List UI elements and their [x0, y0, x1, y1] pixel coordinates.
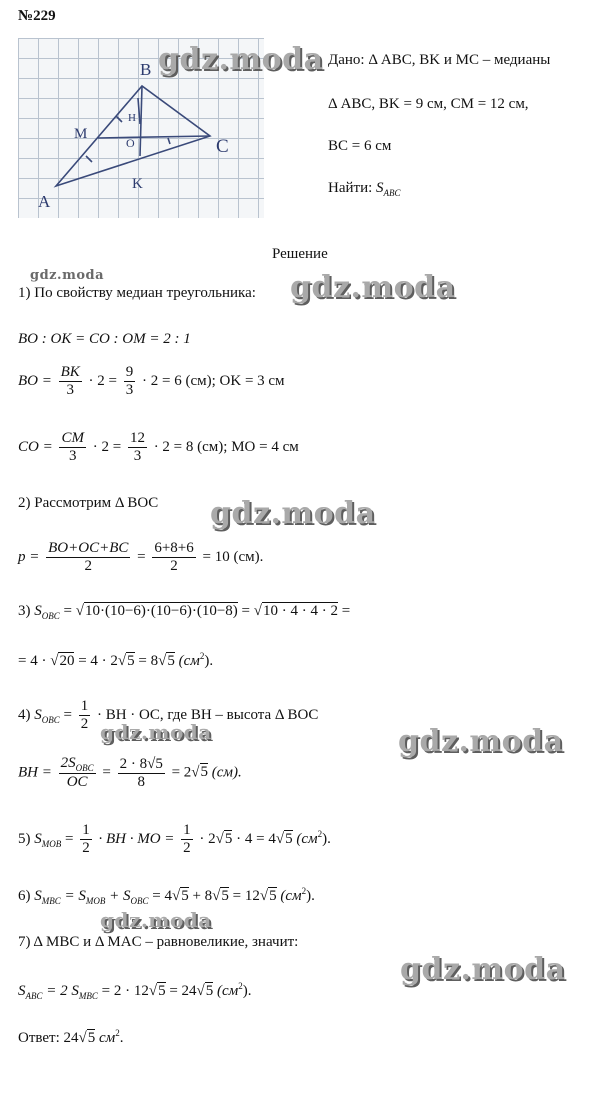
bh-num-2: 2 · 8√5 [119, 755, 163, 772]
find-line [328, 180, 401, 198]
step-3: 3) $S_{OBC} = √10\cdot(10-6)\cdot(10-6)\cdot(10-8) = √10 \cdot 4 \cdot 4 \cdot 2$ = [18, 603, 351, 621]
bh-den-1: OC [66, 774, 88, 790]
s3b-unit: (см [178, 653, 200, 669]
bh-num-1-text: 2S [60, 755, 76, 771]
s4-sub: OBC [41, 714, 60, 725]
s5-root-2: 5 [285, 830, 293, 847]
s6-plus: + S [109, 888, 131, 904]
s3-root-1: 10·(10−6)·(10−6)·(10−8) [84, 603, 238, 619]
co-den-2: 3 [133, 448, 142, 464]
sabc-rest-1: = 2 · 12 [101, 983, 149, 999]
step-5: 5) $S_{MOB}$ = $\frac{1}{2}$ · BH · MO = $\frac{1}{2}$ · 2√5 · 4 = 4√5 $(см^2)$. [18, 822, 331, 856]
s6-rest-2: + 8 [192, 888, 213, 904]
bo-lhs: BO = [18, 372, 52, 389]
s5-num-1: 1 [82, 822, 90, 838]
s3-end: = [341, 603, 351, 619]
p-line [18, 540, 263, 575]
s5-unit: (см [296, 830, 318, 847]
sabc-sub-2: MBC [78, 991, 98, 1001]
co-frac-1 [59, 430, 86, 465]
find-label: Найти: [328, 180, 373, 196]
watermark-1: gdz.moda [158, 42, 324, 77]
p-num-2: 6+8+6 [154, 540, 194, 556]
label-a: A [38, 192, 51, 211]
sabc-root-1: 5 [158, 983, 166, 999]
sabc-line: $S_{ABC} = 2$ $S_{MBC} = 2 \cdot 12√5 = 24√5$ $(см^2)$. [18, 981, 252, 1001]
answer-unit: см [99, 1030, 116, 1046]
s4-s: S [34, 706, 42, 723]
bh-frac-2 [118, 756, 165, 791]
s5-s: S [34, 830, 42, 847]
bo-num-2: 9 [125, 364, 134, 380]
label-h: H [128, 112, 136, 124]
s3b-mid-2: = 8 [138, 653, 159, 669]
sabc-unit: (см [217, 983, 239, 999]
bh-lhs: BH = [18, 764, 52, 781]
bh-num-1 [59, 755, 96, 774]
watermark-2: gdz.moda [290, 270, 456, 305]
s5-sub: MOB [41, 838, 62, 849]
bo-frac-1 [59, 364, 82, 399]
p-frac-1 [46, 540, 130, 575]
s6-root-2: 5 [221, 888, 229, 904]
find-sub: ABC [383, 188, 401, 198]
s5-sup: 2 [317, 828, 323, 839]
step-2: 2) Рассмотрим Δ BOC [18, 495, 159, 511]
find-s: S [376, 180, 384, 196]
label-m: M [74, 126, 88, 142]
sabc-eq: = 2 S [46, 983, 79, 999]
sabc-close: ). [242, 983, 252, 999]
watermark-3: gdz.moda [210, 496, 376, 531]
s3b-root-3: 5 [167, 653, 175, 669]
s5-frac-1 [80, 822, 92, 857]
s5-den-2: 2 [183, 840, 191, 856]
s3b-root-1: 20 [59, 653, 75, 669]
p-lhs: p = [18, 548, 40, 565]
co-num-2: 12 [129, 430, 145, 446]
answer-close: . [119, 1030, 124, 1046]
s3b-mid: = 4 · 2 [78, 653, 118, 669]
sabc-root-2: 5 [205, 983, 214, 999]
s6-rest-1: = 4 [152, 888, 172, 904]
given-line-3: BC = 6 см [328, 138, 392, 154]
s6-root-1: 5 [181, 888, 189, 904]
bh-root: 5 [200, 764, 209, 781]
s3-eq-2: = [241, 603, 251, 619]
sabc-s: S [18, 983, 26, 999]
s3-eq: = [63, 603, 72, 619]
s5-den-1: 2 [82, 840, 90, 856]
s6-pre: 6) [18, 888, 31, 904]
s3b-pre: = 4 · [18, 653, 47, 669]
watermark-small-1: gdz.moda [30, 268, 105, 283]
s4-frac [79, 698, 91, 733]
bo-line [18, 364, 285, 399]
s5-rest-1: · 2 [199, 830, 216, 847]
label-k: K [132, 176, 143, 192]
s6-close: ). [306, 888, 315, 904]
s6-eq: = S [64, 888, 86, 904]
bh-rest-2: (см). [211, 764, 242, 781]
s5-eq: = [65, 830, 74, 847]
co-rest: · 2 = 8 (см); MO = 4 см [153, 438, 299, 455]
p-rest: = 10 (см). [202, 548, 264, 565]
co-lhs: CO = [18, 438, 53, 455]
label-o: O [126, 136, 135, 150]
co-num-1: CM [61, 430, 84, 446]
watermark-6: gdz.moda [100, 908, 212, 932]
bo-den-1: 3 [66, 382, 74, 398]
solution-heading: Решение [272, 246, 328, 262]
bh-num-1-sub: OBC [75, 763, 94, 773]
s3-root-2: 10 · 4 · 4 · 2 [263, 603, 338, 619]
problem-number: №229 [18, 8, 56, 24]
bh-rest-1: = 2 [171, 764, 192, 781]
s5-close: ). [322, 830, 331, 847]
watermark-4: gdz.moda [100, 720, 212, 744]
p-den-2: 2 [170, 558, 178, 574]
p-num-1: BO+OC+BC [48, 540, 129, 556]
s5-mid: · BH · MO = [98, 830, 175, 847]
s4-eq: = [63, 706, 72, 723]
s3-pre: 3) [18, 603, 31, 619]
bh-frac-1 [59, 755, 96, 791]
s5-root-1: 5 [224, 830, 233, 847]
s6-sub: MBC [41, 896, 61, 906]
co-line [18, 430, 299, 465]
s5-num-2: 1 [183, 822, 191, 838]
given-line-2: Δ ABC, BK = 9 см, CM = 12 см, [328, 96, 529, 112]
step-1: 1) По свойству медиан треугольника: [18, 285, 256, 301]
s3-s: S [34, 603, 42, 619]
s6-sub-2: MOB [85, 896, 106, 906]
p-den-1: 2 [84, 558, 92, 574]
s4-den: 2 [80, 716, 89, 732]
bo-num-1: BK [60, 364, 80, 380]
bh-line: BH = $\frac{2S_{OBC}}{OC}$ = $\frac{2 \cdot 8√5}{8}$ = 2√5 (см). [18, 755, 242, 790]
co-frac-2 [128, 430, 147, 465]
answer-pre: Ответ: 24 [18, 1030, 79, 1046]
label-b: B [140, 60, 152, 79]
s6-rest-3: = 12 [232, 888, 260, 904]
p-mid: = [137, 548, 146, 565]
bo-rest: · 2 = 6 (см); OK = 3 см [142, 372, 285, 389]
s3-sub: OBC [41, 611, 60, 621]
s5-rest-2: · 4 = 4 [236, 830, 276, 847]
step-7: 7) Δ MBC и Δ MAC – равновеликие, значит: [18, 934, 299, 950]
co-mid: · 2 = [92, 438, 122, 455]
s3b-root-2: 5 [127, 653, 135, 669]
step-3b: = 4 · √20 = 4 · 2√5 = 8√5 $(см^2)$. [18, 651, 214, 669]
s3b-sup: 2 [199, 651, 205, 661]
bh-mid: = [102, 764, 111, 781]
median-mc [98, 136, 210, 138]
s6-unit: (см [280, 888, 302, 904]
s3b-close: ). [204, 653, 214, 669]
label-c: C [216, 136, 229, 157]
s4-num: 1 [80, 698, 89, 714]
answer-sup: 2 [115, 1028, 120, 1038]
step-6: 6) $S_{MBC} = S_{MOB} + S_{OBC} = 4√5 + 8√5 = 12√5$ $(см^2)$. [18, 886, 315, 906]
ratio-line: BO : OK = CO : OM = 2 : 1 [18, 331, 191, 347]
s4-rest: · BH · OC, где BH – высота Δ BOC [96, 706, 319, 723]
bh-den-2: 8 [137, 773, 145, 790]
s6-sup: 2 [301, 886, 307, 896]
s6-s: S [34, 888, 42, 904]
height-bh [138, 98, 140, 124]
bo-mid: · 2 = [88, 372, 118, 389]
bo-frac-2 [124, 364, 136, 399]
co-den-1: 3 [68, 448, 77, 464]
sabc-rest-2: = 24 [169, 983, 197, 999]
bo-den-2: 3 [125, 382, 134, 398]
s6-root-3: 5 [269, 888, 277, 904]
given-line-1: Дано: Δ ABC, BK и MC – медианы [328, 52, 551, 68]
s6-sub-3: OBC [130, 896, 149, 906]
s4-pre: 4) [18, 706, 31, 723]
sabc-sub: ABC [25, 991, 43, 1001]
sabc-sup: 2 [238, 981, 243, 991]
answer-line: Ответ: 24√5 $см^2$. [18, 1028, 124, 1046]
s5-frac-2 [181, 822, 193, 857]
watermark-5: gdz.moda [398, 724, 564, 759]
s5-pre: 5) [18, 830, 31, 847]
watermark-7: gdz.moda [400, 952, 566, 987]
p-frac-2 [152, 540, 195, 575]
answer-root: 5 [87, 1030, 96, 1046]
